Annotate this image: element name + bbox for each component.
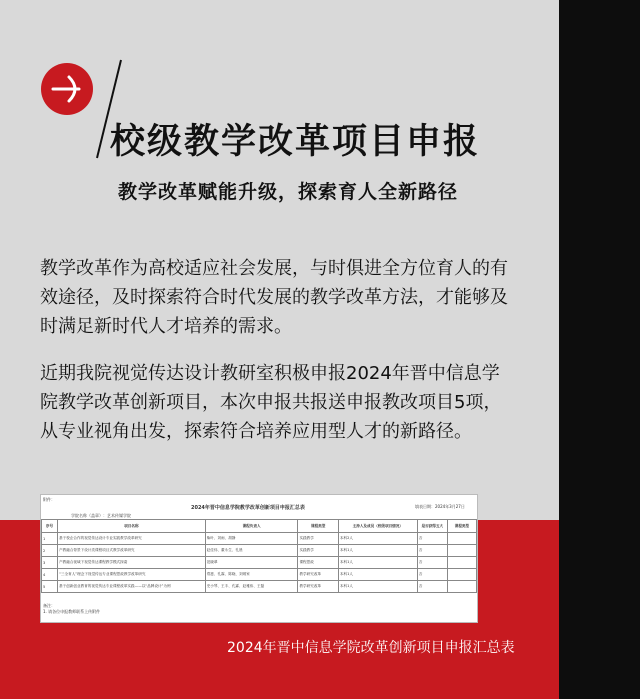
doc-note: 1. 请各位申报教师联系上传附件 bbox=[43, 609, 101, 614]
cell bbox=[447, 545, 476, 557]
cell: 本科1人 bbox=[338, 545, 417, 557]
cell: 2 bbox=[42, 545, 58, 557]
table-row bbox=[42, 533, 477, 545]
image-caption: 2024年晋中信息学院改革创新项目申报汇总表 bbox=[227, 640, 515, 656]
cell: 本科1人 bbox=[338, 569, 417, 581]
body-paragraph-2: 近期我院视觉传达设计教研室积极申报2024年晋中信息学院教学改革创新项目，本次申报共报送申报教改项目5项，从专业视角出发，探索符合培养应用型人才的新路径。 bbox=[40, 363, 502, 442]
cell: 产教融合视域下视觉传达课程教学模式探索 bbox=[58, 557, 206, 569]
cell: 课程思政 bbox=[298, 557, 338, 569]
cell: 郑惠、孔霖、陈晓、刘炳家 bbox=[205, 569, 298, 581]
cell: 本科1人 bbox=[338, 581, 417, 593]
table-row bbox=[42, 581, 477, 593]
cell bbox=[447, 581, 476, 593]
cell: 否 bbox=[417, 569, 447, 581]
cell: 赵佳伟、董永生、孔晨 bbox=[205, 545, 298, 557]
cell: 否 bbox=[417, 545, 447, 557]
cell: 否 bbox=[417, 581, 447, 593]
cell: 教学研究改革 bbox=[298, 569, 338, 581]
cell: 1 bbox=[42, 533, 58, 545]
table-row bbox=[42, 569, 477, 581]
cell bbox=[447, 557, 476, 569]
cell: 4 bbox=[42, 569, 58, 581]
cell: “三全育人”理念下视觉传达专业课程思政教学改革研究 bbox=[58, 569, 206, 581]
cell: 教学研究改革 bbox=[298, 581, 338, 593]
table-row bbox=[42, 557, 477, 569]
doc-note: 备注： bbox=[43, 603, 55, 608]
col-header: 项目名称 bbox=[58, 520, 206, 533]
cell bbox=[447, 533, 476, 545]
col-header: 课程类型 bbox=[298, 520, 338, 533]
doc-notes bbox=[43, 603, 100, 615]
cell: 基于创新创业教育的视觉传达专业课程改革实践——以“品牌设计”为例 bbox=[58, 581, 206, 593]
right-dark-bar bbox=[559, 0, 640, 699]
cell: 基于校企合作的视觉传达设计专业实践教学改革研究 bbox=[58, 533, 206, 545]
cell: 产教融合背景下设计类课程项目式教学改革研究 bbox=[58, 545, 206, 557]
doc-date: 填表日期：2024年3月27日 bbox=[415, 504, 465, 509]
page-subtitle: 教学改革赋能升级，探索育人全新路径 bbox=[118, 181, 459, 203]
cell: 本科1人 bbox=[338, 557, 417, 569]
doc-table bbox=[41, 519, 477, 593]
cell: 3 bbox=[42, 557, 58, 569]
col-header: 是否获得五大 bbox=[417, 520, 447, 533]
col-header: 课程类型 bbox=[447, 520, 476, 533]
cell: 实践教学 bbox=[298, 533, 338, 545]
col-header: 主持人及成员（校级项目情况） bbox=[338, 520, 417, 533]
cell: 范晓翠 bbox=[205, 557, 298, 569]
doc-attachment-label: 附件： bbox=[43, 497, 55, 502]
table-row bbox=[42, 545, 477, 557]
col-header: 序号 bbox=[42, 520, 58, 533]
col-header: 课程负责人 bbox=[205, 520, 298, 533]
cell: 本科2人 bbox=[338, 533, 417, 545]
cell: 否 bbox=[417, 533, 447, 545]
doc-title: 2024年晋中信息学院教学改革创新项目申报汇总表 bbox=[191, 505, 305, 511]
doc-org: 学院名称（盖章）：艺术传媒学院 bbox=[71, 513, 131, 518]
cell: 史小琴、王丰、孔霖、赵雅伟、王磊 bbox=[205, 581, 298, 593]
summary-table-image bbox=[40, 494, 478, 623]
page-title: 校级教学改革项目申报 bbox=[110, 122, 481, 162]
cell: 5 bbox=[42, 581, 58, 593]
body-paragraph-1: 教学改革作为高校适应社会发展，与时俱进全方位育人的有效途径，及时探索符合时代发展的教学改革方法，才能够及时满足新时代人才培养的需求。 bbox=[40, 258, 508, 337]
cell: 实践教学 bbox=[298, 545, 338, 557]
cell: 柴叶、刘雨、胡静 bbox=[205, 533, 298, 545]
cell: 否 bbox=[417, 557, 447, 569]
cell bbox=[447, 569, 476, 581]
